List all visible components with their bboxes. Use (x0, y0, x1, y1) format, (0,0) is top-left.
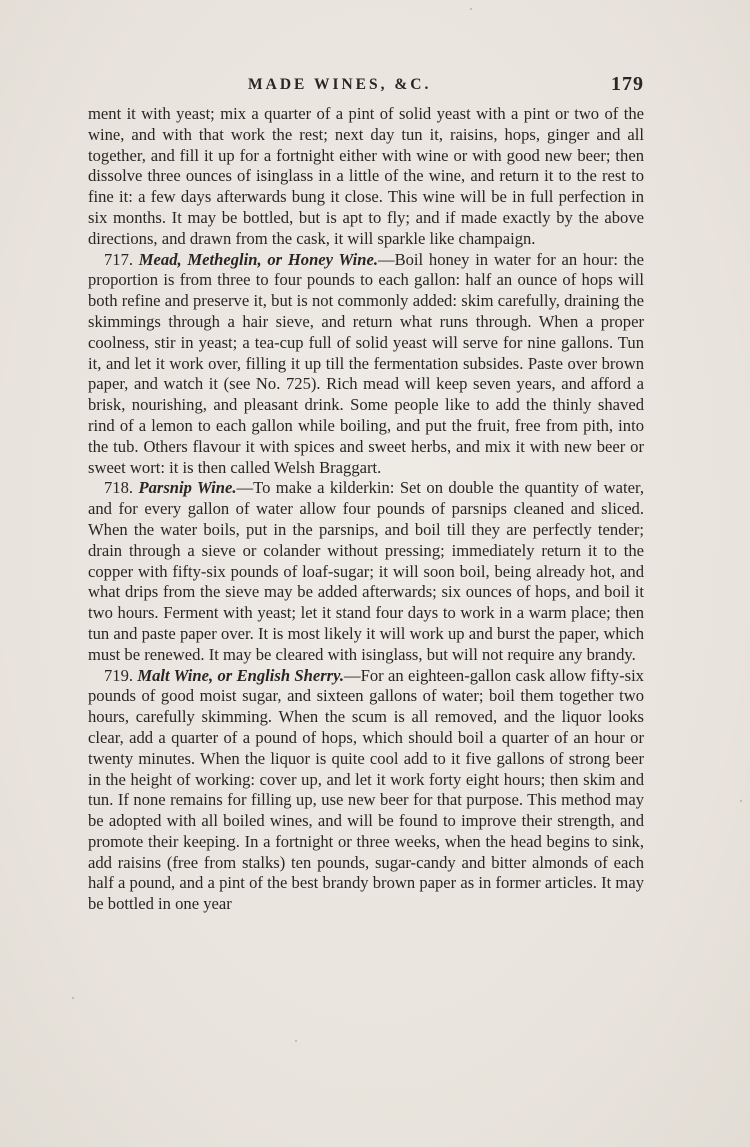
recipe-number: 718. (104, 478, 134, 498)
recipe-717 (88, 250, 644, 479)
recipe-number: 717. (104, 249, 134, 269)
page-number: 179 (611, 73, 644, 95)
paragraph-continued: ment it with yeast; mix a quarter of a pint of solid yeast with a pint or two of the wine, and with that work the rest; next day tun it, raisins, hops, ginger and all together, and fill it up for a fortnight either with wine or with good new beer; then dissolve three ounces of isinglass in a little of the wine, and return it to the rest to fine it: a few days afterwards bung it close. This wine will be in full perfection in six months. It may be bottled, but is apt to fly; and if made exactly by the above directions, and drawn from the cask, it will sparkle like champaign. (88, 104, 644, 248)
paper-speck (740, 800, 742, 802)
recipe-719 (88, 666, 644, 916)
recipe-body: —To make a kilderkin: Set on double the quantity of water, and for every gallon of water allow four pounds of parsnips cleaned and sliced. When the water boils, put in the parsnips, and boil till they are perfectly tender; drain through a sieve or colander without pressing; immediately return it to the copper with fifty-six pounds of loaf-sugar; it will soon boil, being already hot, and what drips from the sieve may be added afterwards; six ounces of hops, and boil it two hours. Ferment with yeast; let it stand four days to work in a warm place; then tun and paste paper over. It is most likely it will work up and burst the paper, which must be renewed. It may be cleared with isinglass, but will not require any brandy. (88, 478, 644, 664)
page-text (88, 104, 644, 915)
page-header (88, 73, 644, 100)
recipe-body: —For an eighteen-gallon cask allow fifty-six pounds of good moist sugar, and sixteen gallons of water; boil them together two hours, carefully skimming. When the scum is all removed, and the liquor looks clear, add a quarter of a pound of hops, which should boil a quarter of an hour or twenty minutes. When the liquor is quite cool add to it five gallons of strong beer in the height of working: cover up, and let it work forty eight hours; then skim and tun. If none remains for filling up, use new beer for that purpose. This method may be adopted with all boiled wines, and will be found to improve their strength, and promote their keeping. In a fortnight or three weeks, when the head begins to sink, add raisins (free from stalks) ten pounds, sugar-candy and bitter almonds of each half a pound, and a pint of the best brandy brown paper as in former articles. It may be bottled in one year (88, 665, 644, 914)
paper-speck (295, 1040, 297, 1042)
recipe-title: Malt Wine, or English Sherry. (137, 665, 345, 685)
recipe-title: Mead, Metheglin, or Honey Wine. (138, 249, 378, 269)
recipe-718 (88, 478, 644, 665)
running-head: MADE WINES, &C. (248, 76, 432, 93)
recipe-number: 719. (104, 665, 134, 685)
paper-speck (470, 8, 472, 10)
recipe-body: —Boil honey in water for an hour: the proportion is from three to four pounds to each gallon: half an ounce of hops will both refine and preserve it, but is not commonly added: skim carefully, draining the skimmings through a hair sieve, and return what runs through. When a proper coolness, stir in yeast; a tea-cup full of solid yeast will serve for nine gallons. Tun it, and let it work over, filling it up till the fermentation subsides. Paste over brown paper, and watch it (see No. 725). Rich mead will keep seven years, and afford a brisk, nourishing, and pleasant drink. Some people like to add the thinly shaved rind of a lemon to each gallon while boiling, and put the fruit, free from pith, into the tub. Others flavour it with spices and sweet herbs, and mix it with new beer or sweet wort: it is then called Welsh Braggart. (88, 249, 644, 477)
paper-speck (72, 997, 74, 999)
recipe-title: Parsnip Wine. (138, 478, 237, 498)
